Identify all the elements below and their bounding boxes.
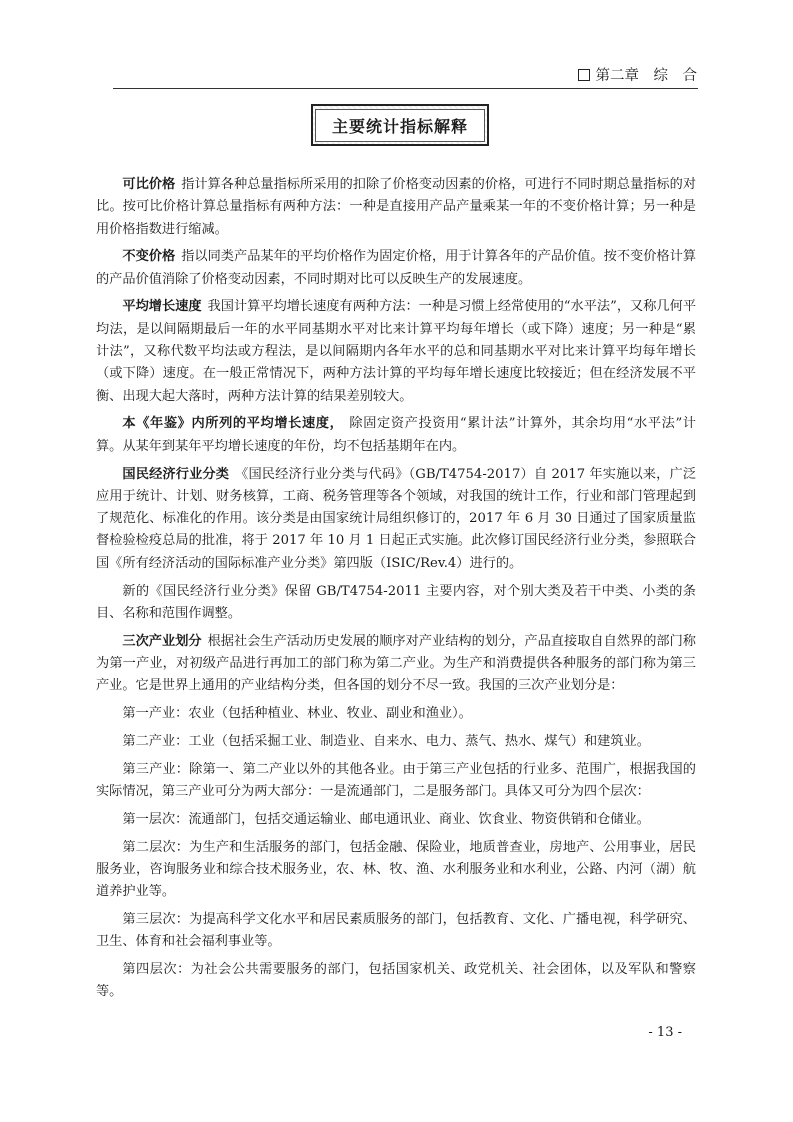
page-number: - 13 - (648, 1025, 682, 1040)
term-heading: 本《年鉴》内所列的平均增长速度， (122, 416, 344, 432)
paragraph-text: 我国计算平均增长速度有两种方法：一种是习惯上经常使用的“水平法”，又称几何平均法，是以间隔期最后一年的水平同基期水平对比来计算平均每年增长（或下降）速度；另一种是“累计法”，又称代数平均法或方程法，是以间隔期内各年水平的总和同基期水平对比来计算平均每年增长（或下降）速度。在一般正常情况下，两种方法计算的平均每年增长速度比较接近；但在经济发展不平衡、出现大起大落时，两种方法计算的结果差别较大。 (96, 299, 697, 404)
header-rule (113, 88, 698, 89)
term-heading: 国民经济行业分类 (122, 466, 230, 482)
paragraph-text: 第四层次：为社会公共需要服务的部门，包括国家机关、政党机关、社会团体，以及军队和警察等。 (96, 962, 696, 1000)
paragraph-text: 第三层次：为提高科学文化水平和居民素质服务的部门，包括教育、文化、广播电视，科学研究、卫生、体育和社会福利事业等。 (96, 911, 696, 950)
paragraph (96, 759, 696, 804)
paragraph-text: 指计算各种总量指标所采用的扣除了价格变动因素的价格，可进行不同时期总量指标的对比。按可比价格计算总量指标有两种方法：一种是直接用产品产量乘某一年的不变价格计算；另一种是用价格指数进行缩减。 (96, 177, 697, 237)
paragraph (96, 631, 696, 698)
paragraph (96, 246, 696, 291)
paragraph-text: 《国民经济行业分类与代码》（GB/T4754-2017）自 2017 年实施以来，广泛应用于统计、计划、财务核算，工商、税务管理等各个领域，对我国的统计工作，行业和部门管理起到了规范化、标准化的作用。该分类是由国家统计局组织修订的，2017 年 6 月 30 日通过了国家质量监督检验检疫总局的批准，将于 2017 年 10 月 1 日起正式实施。此次修订国民经济行业分类，参照联合国《所有经济活动的国际标准产业分类》第四版（ISIC/Rev.4）进行的。 (96, 466, 697, 571)
paragraph (96, 296, 696, 407)
section-title-frame (311, 104, 489, 146)
paragraph (96, 413, 696, 458)
paragraph (96, 731, 696, 753)
paragraph (96, 959, 696, 1004)
paragraph (96, 464, 696, 575)
paragraph (96, 703, 696, 725)
paragraph-text: 第一层次：流通部门，包括交通运输业、邮电通讯业、商业、饮食业、物资供销和仓储业。 (122, 811, 650, 827)
term-heading: 平均增长速度 (122, 299, 202, 315)
paragraph-text: 指以同类产品某年的平均价格作为固定价格，用于计算各年的产品价值。按不变价格计算的产品价值消除了价格变动因素，不同时期对比可以反映生产的发展速度。 (96, 249, 697, 287)
paragraph-text: 新的《国民经济行业分类》保留 GB/T4754-2011 主要内容，对个别大类及若干中类、小类的条目、名称和范围作调整。 (96, 583, 696, 621)
section-title: 主要统计指标解释 (315, 109, 485, 142)
square-box-icon (578, 69, 590, 81)
term-heading: 三次产业划分 (122, 633, 202, 649)
document-body (96, 174, 696, 1009)
chapter-header (578, 64, 698, 85)
paragraph (96, 809, 696, 831)
paragraph (96, 837, 696, 904)
paragraph-text: 第一产业：农业（包括种植业、林业、牧业、副业和渔业）。 (122, 706, 472, 722)
term-heading: 不变价格 (122, 249, 176, 265)
paragraph (96, 174, 696, 241)
paragraph-text: 除固定资产投资用“累计法”计算外，其余均用“水平法”计算。从某年到某年平均增长速度的年份，均不包括基期年在内。 (96, 416, 696, 454)
paragraph-text: 第二层次：为生产和生活服务的部门，包括金融、保险业，地质普查业，房地产、公用事业，居民服务业，咨询服务业和综合技术服务业，农、林、牧、渔、水利服务业和水利业，公路、内河（湖）航道养护业等。 (96, 839, 696, 900)
paragraph (96, 581, 696, 626)
paragraph-text: 根据社会生产活动历史发展的顺序对产业结构的划分，产品直接取自自然界的部门称为第一产业，对初级产品进行再加工的部门称为第二产业。为生产和消费提供各种服务的部门称为第三产业。它是世界上通用的产业结构分类，但各国的划分不尽一致。我国的三次产业划分是： (96, 633, 696, 694)
paragraph-text: 第三产业：除第一、第二产业以外的其他各业。由于第三产业包括的行业多、范围广，根据我国的实际情况，第三产业可分为两大部分：一是流通部门，二是服务部门。具体又可分为四个层次： (96, 761, 696, 799)
paragraph (96, 909, 696, 954)
paragraph-text: 第二产业：工业（包括采掘工业、制造业、自来水、电力、蒸气、热水、煤气）和建筑业。 (122, 733, 650, 749)
chapter-title: 第二章 综 合 (595, 68, 697, 84)
term-heading: 可比价格 (122, 177, 176, 192)
